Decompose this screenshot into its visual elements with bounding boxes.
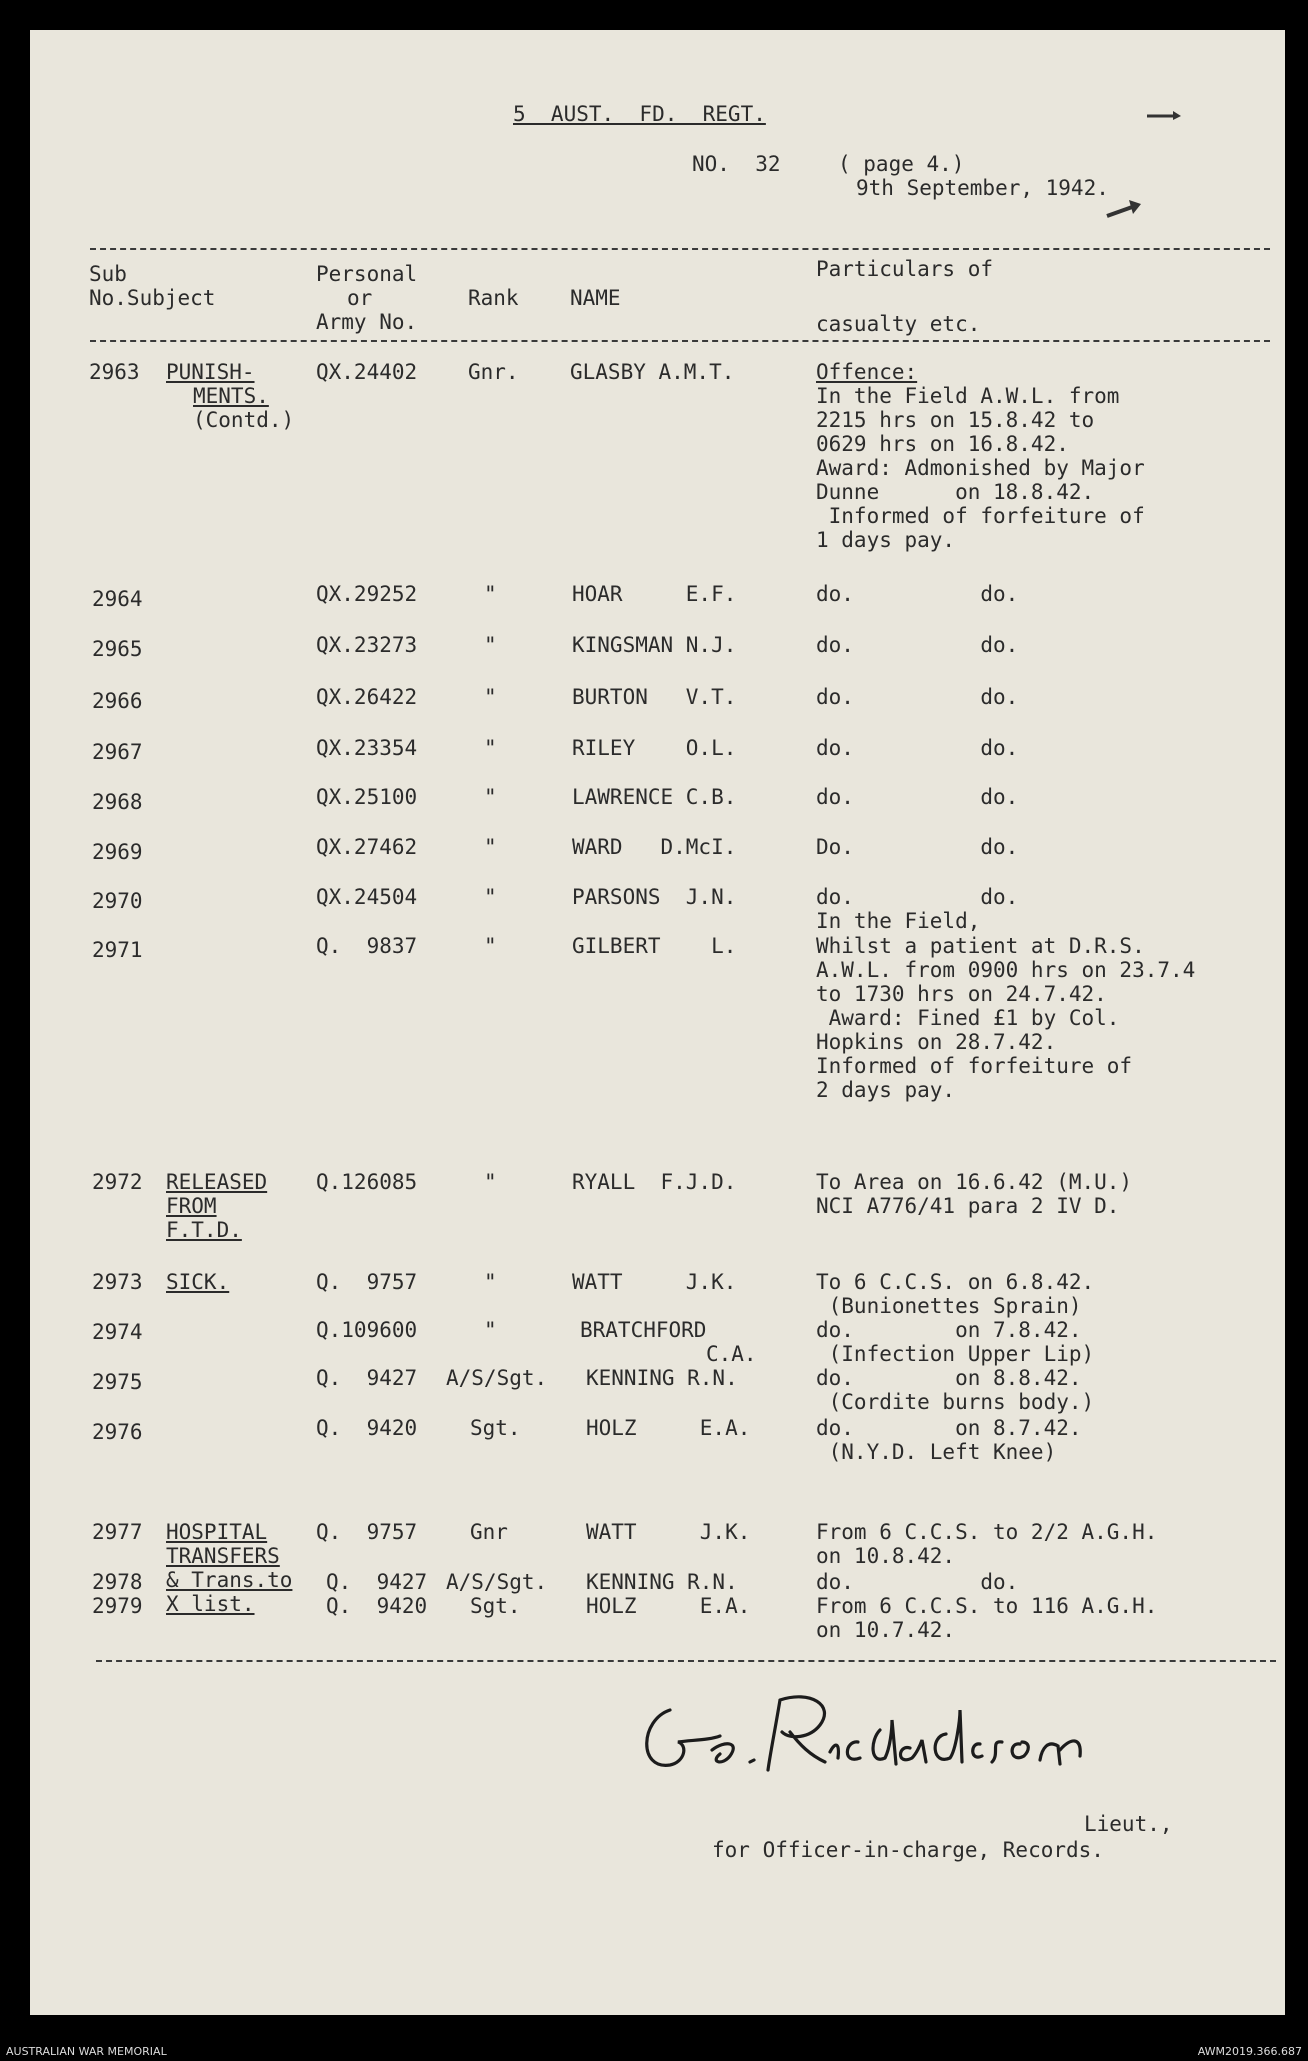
- row-2974-particulars: (Infection Upper Lip): [816, 1342, 1095, 1366]
- column-header-particulars: Particulars of: [816, 257, 994, 281]
- row-2976-rank: Sgt.: [470, 1416, 521, 1440]
- row-2971-army: Q. 9837: [316, 934, 418, 958]
- row-2972-particulars: NCI A776/41 para 2 IV D.: [816, 1194, 1120, 1218]
- row-2963-subject: PUNISH-: [166, 360, 255, 384]
- row-2967-army: QX.23354: [316, 736, 418, 760]
- row-2974-name-initials: C.A.: [706, 1342, 757, 1366]
- row-2969-rank: ": [484, 835, 497, 859]
- row-2977-no: 2977: [92, 1520, 143, 1544]
- column-header-name: NAME: [570, 286, 621, 310]
- row-2967-no: 2967: [92, 740, 143, 764]
- row-2978-particulars: do. do.: [816, 1570, 1019, 1594]
- row-2972-no: 2972: [92, 1170, 143, 1194]
- footer-accession-number: AWM2019.366.687: [1197, 2045, 1302, 2058]
- order-number: NO. 32: [692, 152, 781, 176]
- row-2973-particulars: (Bunionettes Sprain): [816, 1294, 1082, 1318]
- row-2971-particulars: Hopkins on 28.7.42.: [816, 1030, 1057, 1054]
- row-2977-particulars: on 10.8.42.: [816, 1544, 956, 1568]
- footer-archive-label: AUSTRALIAN WAR MEMORIAL: [6, 2045, 167, 2058]
- row-2972-subject: FROM: [166, 1194, 217, 1218]
- row-2965-no: 2965: [92, 637, 143, 661]
- row-2971-no: 2971: [92, 938, 143, 962]
- column-header-no-subject: No.Subject: [89, 286, 216, 310]
- signatory-role: for Officer-in-charge, Records.: [712, 1838, 1104, 1862]
- row-2974-particulars: do. on 7.8.42.: [816, 1318, 1082, 1342]
- row-2969-name: WARD D.McI.: [572, 835, 737, 859]
- row-2976-name: HOLZ E.A.: [586, 1416, 751, 1440]
- row-2971-rank: ": [484, 934, 497, 958]
- row-2972-particulars: To Area on 16.6.42 (M.U.): [816, 1170, 1133, 1194]
- row-2971-particulars: Informed of forfeiture of: [816, 1054, 1133, 1078]
- row-2975-name: KENNING R.N.: [586, 1366, 738, 1390]
- row-2979-particulars: From 6 C.C.S. to 116 A.G.H.: [816, 1594, 1158, 1618]
- row-2964-no: 2964: [92, 587, 143, 611]
- row-2964-rank: ": [484, 582, 497, 606]
- row-2968-army: QX.25100: [316, 785, 418, 809]
- row-2964-name: HOAR E.F.: [572, 582, 737, 606]
- row-2973-subject: SICK.: [166, 1270, 230, 1294]
- row-2966-army: QX.26422: [316, 685, 418, 709]
- row-2972-subject: F.T.D.: [166, 1218, 242, 1242]
- row-2975-no: 2975: [92, 1370, 143, 1394]
- row-2970-rank: ": [484, 885, 497, 909]
- row-2973-no: 2973: [92, 1270, 143, 1294]
- column-header-sub: Sub: [89, 262, 127, 286]
- row-2973-name: WATT J.K.: [572, 1270, 737, 1294]
- row-2967-rank: ": [484, 736, 497, 760]
- signatory-rank: Lieut.,: [1084, 1812, 1173, 1836]
- row-2979-name: HOLZ E.A.: [586, 1594, 751, 1618]
- row-2975-army: Q. 9427: [316, 1366, 418, 1390]
- row-2973-rank: ": [484, 1270, 497, 1294]
- row-2963-particulars: Informed of forfeiture of: [816, 504, 1145, 528]
- row-2965-particulars: do. do.: [816, 633, 1019, 657]
- row-2970-name: PARSONS J.N.: [572, 885, 737, 909]
- order-date: 9th September, 1942.: [856, 176, 1109, 200]
- row-2963-rank: Gnr.: [468, 360, 519, 384]
- row-2963-army: QX.24402: [316, 360, 418, 384]
- row-2965-army: QX.23273: [316, 633, 418, 657]
- row-2971-name: GILBERT L.: [572, 934, 737, 958]
- divider-line: [96, 1660, 1276, 1662]
- unit-heading: 5 AUST. FD. REGT.: [513, 102, 766, 126]
- row-2972-rank: ": [484, 1170, 497, 1194]
- row-2974-no: 2974: [92, 1320, 143, 1344]
- divider-line: [90, 340, 1270, 342]
- column-header-army-no: Army No.: [316, 310, 418, 334]
- row-2968-name: LAWRENCE C.B.: [572, 785, 737, 809]
- row-2972-subject: RELEASED: [166, 1170, 268, 1194]
- row-2974-rank: ": [484, 1318, 497, 1342]
- row-2979-rank: Sgt.: [470, 1594, 521, 1618]
- row-2975-particulars: (Cordite burns body.): [816, 1390, 1095, 1414]
- row-2969-no: 2969: [92, 840, 143, 864]
- row-2969-army: QX.27462: [316, 835, 418, 859]
- row-2977-subject: X list.: [166, 1592, 255, 1616]
- row-2963-particulars: Award: Admonished by Major: [816, 456, 1145, 480]
- row-2963-particulars: 1 days pay.: [816, 528, 956, 552]
- row-2963-subject: MENTS.: [193, 384, 269, 408]
- arrow-mark-icon: [1145, 108, 1185, 122]
- row-2963-no: 2963: [89, 360, 140, 384]
- column-header-rank: Rank: [468, 286, 519, 310]
- row-2978-name: KENNING R.N.: [586, 1570, 738, 1594]
- row-2974-name: BRATCHFORD: [580, 1318, 707, 1342]
- row-2978-no: 2978: [92, 1570, 143, 1594]
- row-2971-particulars: to 1730 hrs on 24.7.42.: [816, 982, 1107, 1006]
- row-2976-particulars: (N.Y.D. Left Knee): [816, 1440, 1057, 1464]
- page-number: ( page 4.): [838, 152, 965, 176]
- row-2970-army: QX.24504: [316, 885, 418, 909]
- row-2979-army: Q. 9420: [326, 1594, 428, 1618]
- row-2971-particulars: A.W.L. from 0900 hrs on 23.7.4: [816, 958, 1196, 982]
- row-2966-particulars: do. do.: [816, 685, 1019, 709]
- row-2970-particulars: do. do.: [816, 885, 1019, 909]
- row-2964-particulars: do. do.: [816, 582, 1019, 606]
- row-2971-particulars: Award: Fined £1 by Col.: [816, 1006, 1120, 1030]
- row-2965-name: KINGSMAN N.J.: [572, 633, 737, 657]
- row-2971-particulars: 2 days pay.: [816, 1078, 956, 1102]
- row-2968-no: 2968: [92, 790, 143, 814]
- document-page: [30, 30, 1285, 2015]
- divider-line: [90, 248, 1270, 250]
- row-2976-particulars: do. on 8.7.42.: [816, 1416, 1082, 1440]
- row-2974-army: Q.109600: [316, 1318, 418, 1342]
- row-2963-particulars: In the Field A.W.L. from: [816, 384, 1120, 408]
- row-2968-particulars: do. do.: [816, 785, 1019, 809]
- row-2963-particulars: Offence:: [816, 360, 918, 384]
- row-2978-army: Q. 9427: [326, 1570, 428, 1594]
- row-2972-name: RYALL F.J.D.: [572, 1170, 737, 1194]
- row-2963-subject: (Contd.): [193, 408, 295, 432]
- row-2977-name: WATT J.K.: [586, 1520, 751, 1544]
- row-2972-army: Q.126085: [316, 1170, 418, 1194]
- row-2966-rank: ": [484, 685, 497, 709]
- row-2973-army: Q. 9757: [316, 1270, 418, 1294]
- row-2977-army: Q. 9757: [316, 1520, 418, 1544]
- column-header-casualty: casualty etc.: [816, 312, 981, 336]
- row-2977-subject: HOSPITAL: [166, 1520, 268, 1544]
- row-2967-name: RILEY O.L.: [572, 736, 737, 760]
- row-2977-subject: & Trans.to: [166, 1568, 293, 1592]
- row-2970-no: 2970: [92, 889, 143, 913]
- arrow-mark-icon: [1105, 198, 1145, 222]
- row-2975-particulars: do. on 8.8.42.: [816, 1366, 1082, 1390]
- row-2964-army: QX.29252: [316, 582, 418, 606]
- column-header-personal: Personal: [316, 262, 418, 286]
- row-2968-rank: ": [484, 785, 497, 809]
- row-2976-no: 2976: [92, 1420, 143, 1444]
- row-2963-particulars: Dunne on 18.8.42.: [816, 480, 1095, 504]
- row-2976-army: Q. 9420: [316, 1416, 418, 1440]
- row-2966-no: 2966: [92, 689, 143, 713]
- row-2979-particulars: on 10.7.42.: [816, 1618, 956, 1642]
- row-2975-rank: A/S/Sgt.: [446, 1366, 548, 1390]
- row-2965-rank: ": [484, 633, 497, 657]
- row-2979-no: 2979: [92, 1594, 143, 1618]
- row-2963-particulars: 2215 hrs on 15.8.42 to: [816, 408, 1095, 432]
- row-2977-rank: Gnr: [470, 1520, 508, 1544]
- column-header-or: or: [347, 286, 373, 310]
- row-2970-particulars: In the Field,: [816, 909, 981, 933]
- row-2978-rank: A/S/Sgt.: [446, 1570, 548, 1594]
- row-2963-particulars: 0629 hrs on 16.8.42.: [816, 432, 1069, 456]
- row-2969-particulars: Do. do.: [816, 835, 1019, 859]
- row-2977-particulars: From 6 C.C.S. to 2/2 A.G.H.: [816, 1520, 1158, 1544]
- row-2966-name: BURTON V.T.: [572, 685, 737, 709]
- row-2977-subject: TRANSFERS: [166, 1544, 280, 1568]
- row-2963-name: GLASBY A.M.T.: [570, 360, 735, 384]
- row-2973-particulars: To 6 C.C.S. on 6.8.42.: [816, 1270, 1095, 1294]
- row-2971-particulars: Whilst a patient at D.R.S.: [816, 934, 1145, 958]
- row-2967-particulars: do. do.: [816, 736, 1019, 760]
